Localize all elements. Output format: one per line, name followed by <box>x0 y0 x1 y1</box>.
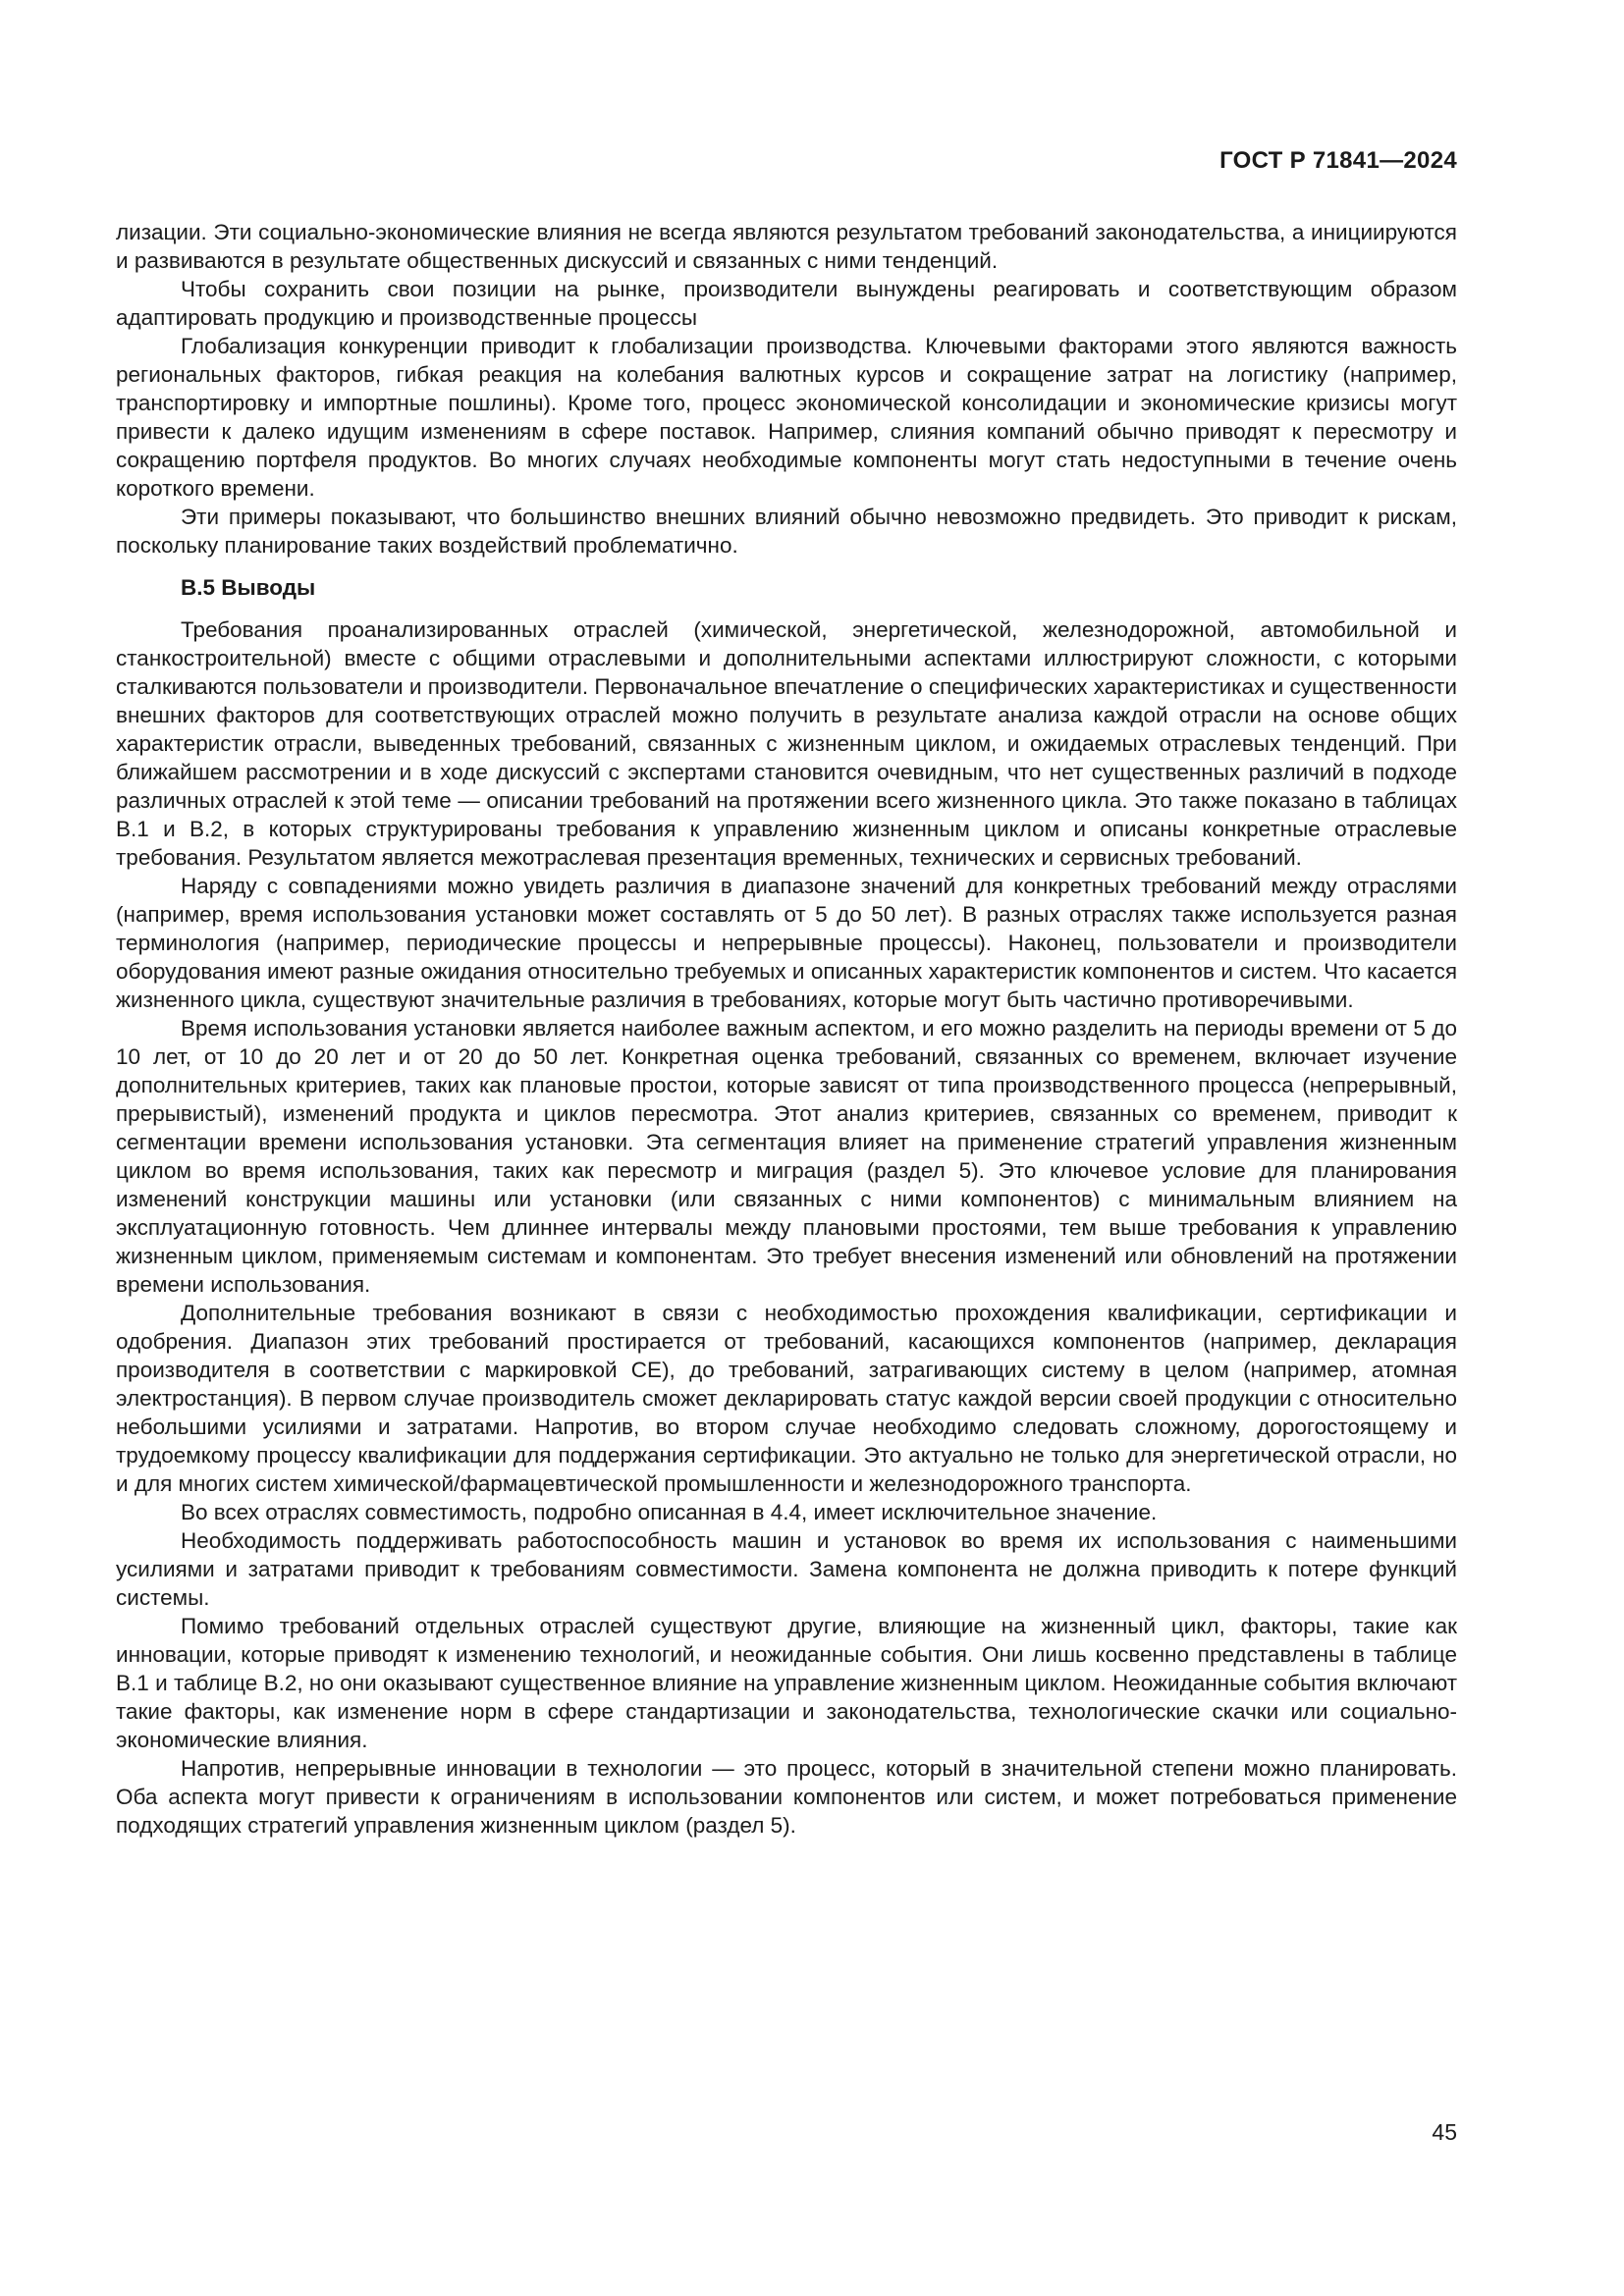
paragraph: Требования проанализированных отраслей (химической, энергетической, железнодорожной, автомобильной и станкостроительной) вместе с общими отраслевыми и дополнительными аспектами иллюстрируют сложности, с которыми сталкиваются пользователи и производители. Первоначальное впечатление о специфических характеристиках и существенности внешних факторов для соответствующих отраслей можно получить в результате анализа каждой отрасли на основе общих характеристик отрасли, выведенных требований, связанных с жизненным циклом, и ожидаемых отраслевых тенденций. При ближайшем рассмотрении и в ходе дискуссий с экспертами становится очевидным, что нет существенных различий в подходе различных отраслей к этой теме — описании требований на протяжении всего жизненного цикла. Это также показано в таблицах В.1 и В.2, в которых структурированы требования к управлению жизненным циклом и описаны конкретные отраслевые требования. Результатом является межотраслевая презентация временных, технических и сервисных требований. <box>116 617 1457 870</box>
section-heading: В.5 Выводы <box>181 575 316 600</box>
paragraph: Наряду с совпадениями можно увидеть различия в диапазоне значений для конкретных требований между отраслями (например, время использования установки может составлять от 5 до 50 лет). В разных отраслях также используется разная терминология (например, периодические процессы и непрерывные процессы). Наконец, пользователи и производители оборудования имеют разные ожидания относительно требуемых и описанных характеристик компонентов и систем. Что касается жизненного цикла, существуют значительные различия в требованиях, которые могут быть частично противоречивыми. <box>116 874 1457 1012</box>
paragraph: Глобализация конкуренции приводит к глобализации производства. Ключевыми факторами этого являются важность региональных факторов, гибкая реакция на колебания валютных курсов и сокращение затрат на логистику (например, транспортировку и импортные пошлины). Кроме того, процесс экономической консолидации и экономические кризисы могут привести к далеко идущим изменениям в сфере поставок. Например, слияния компаний обычно приводят к пересмотру и сокращению портфеля продуктов. Во многих случаях необходимые компоненты могут стать недоступными в течение очень короткого времени. <box>116 334 1457 501</box>
paragraph: Чтобы сохранить свои позиции на рынке, производители вынуждены реагировать и соответствующим образом адаптировать продукцию и производственные процессы <box>116 277 1457 330</box>
document-code-header: ГОСТ Р 71841—2024 <box>1219 147 1457 174</box>
paragraph: Эти примеры показывают, что большинство внешних влияний обычно невозможно предвидеть. Это приводит к рискам, поскольку планирование таких воздействий проблематично. <box>116 505 1457 558</box>
paragraph: Время использования установки является наиболее важным аспектом, и его можно разделить на периоды времени от 5 до 10 лет, от 10 до 20 лет и от 20 до 50 лет. Конкретная оценка требований, связанных со временем, включает изучение дополнительных критериев, таких как плановые простои, которые зависят от типа производственного процесса (непрерывный, прерывистый), изменений продукта и циклов пересмотра. Этот анализ критериев, связанных со временем, приводит к сегментации времени использования установки. Эта сегментация влияет на применение стратегий управления жизненным циклом во время использования, таких как пересмотр и миграция (раздел 5). Это ключевое условие для планирования изменений конструкции машины или установки (или связанных с ними компонентов) с минимальным влиянием на эксплуатационную готовность. Чем длиннее интервалы между плановыми простоями, тем выше требования к управлению жизненным циклом, применяемым системам и компонентам. Это требует внесения изменений или обновлений на протяжении времени использования. <box>116 1016 1457 1297</box>
page-number: 45 <box>1432 2119 1457 2145</box>
paragraph: Во всех отраслях совместимость, подробно описанная в 4.4, имеет исключительное значение. <box>181 1500 1158 1524</box>
paragraph: Помимо требований отдельных отраслей существуют другие, влияющие на жизненный цикл, факторы, такие как инновации, которые приводят к изменению технологий, и неожиданные события. Они лишь косвенно представлены в таблице В.1 и таблице В.2, но они оказывают существенное влияние на управление жизненным циклом. Неожиданные события включают такие факторы, как изменение норм в сфере стандартизации и законодательства, технологические скачки или социально-экономические влияния. <box>116 1614 1457 1752</box>
page-content <box>116 147 1457 1840</box>
body-text <box>116 218 1457 1840</box>
paragraph: Необходимость поддерживать работоспособность машин и установок во время их использования с наименьшими усилиями и затратами приводит к требованиям совместимости. Замена компонента не должна приводить к потере функций системы. <box>116 1528 1457 1610</box>
paragraph: Дополнительные требования возникают в связи с необходимостью прохождения квалификации, сертификации и одобрения. Диапазон этих требований простирается от требований, касающихся компонентов (например, декларация производителя в соответствии с маркировкой СЕ), до требований, затрагивающих систему в целом (например, атомная электростанция). В первом случае производитель сможет декларировать статус каждой версии своей продукции с относительно небольшими усилиями и затратами. Напротив, во втором случае необходимо следовать сложному, дорогостоящему и трудоемкому процессу квалификации для поддержания сертификации. Это актуально не только для энергетической отрасли, но и для многих систем химической/фармацевтической промышленности и железнодорожного транспорта. <box>116 1301 1457 1496</box>
paragraph: Напротив, непрерывные инновации в технологии — это процесс, который в значительной степени можно планировать. Оба аспекта могут привести к ограничениям в использовании компонентов или систем, и может потребоваться применение подходящих стратегий управления жизненным циклом (раздел 5). <box>116 1756 1457 1838</box>
paragraph-continuation: лизации. Эти социально-экономические влияния не всегда являются результатом требований законодательства, а инициируются и развиваются в результате общественных дискуссий и связанных с ними тенденций. <box>116 220 1457 273</box>
